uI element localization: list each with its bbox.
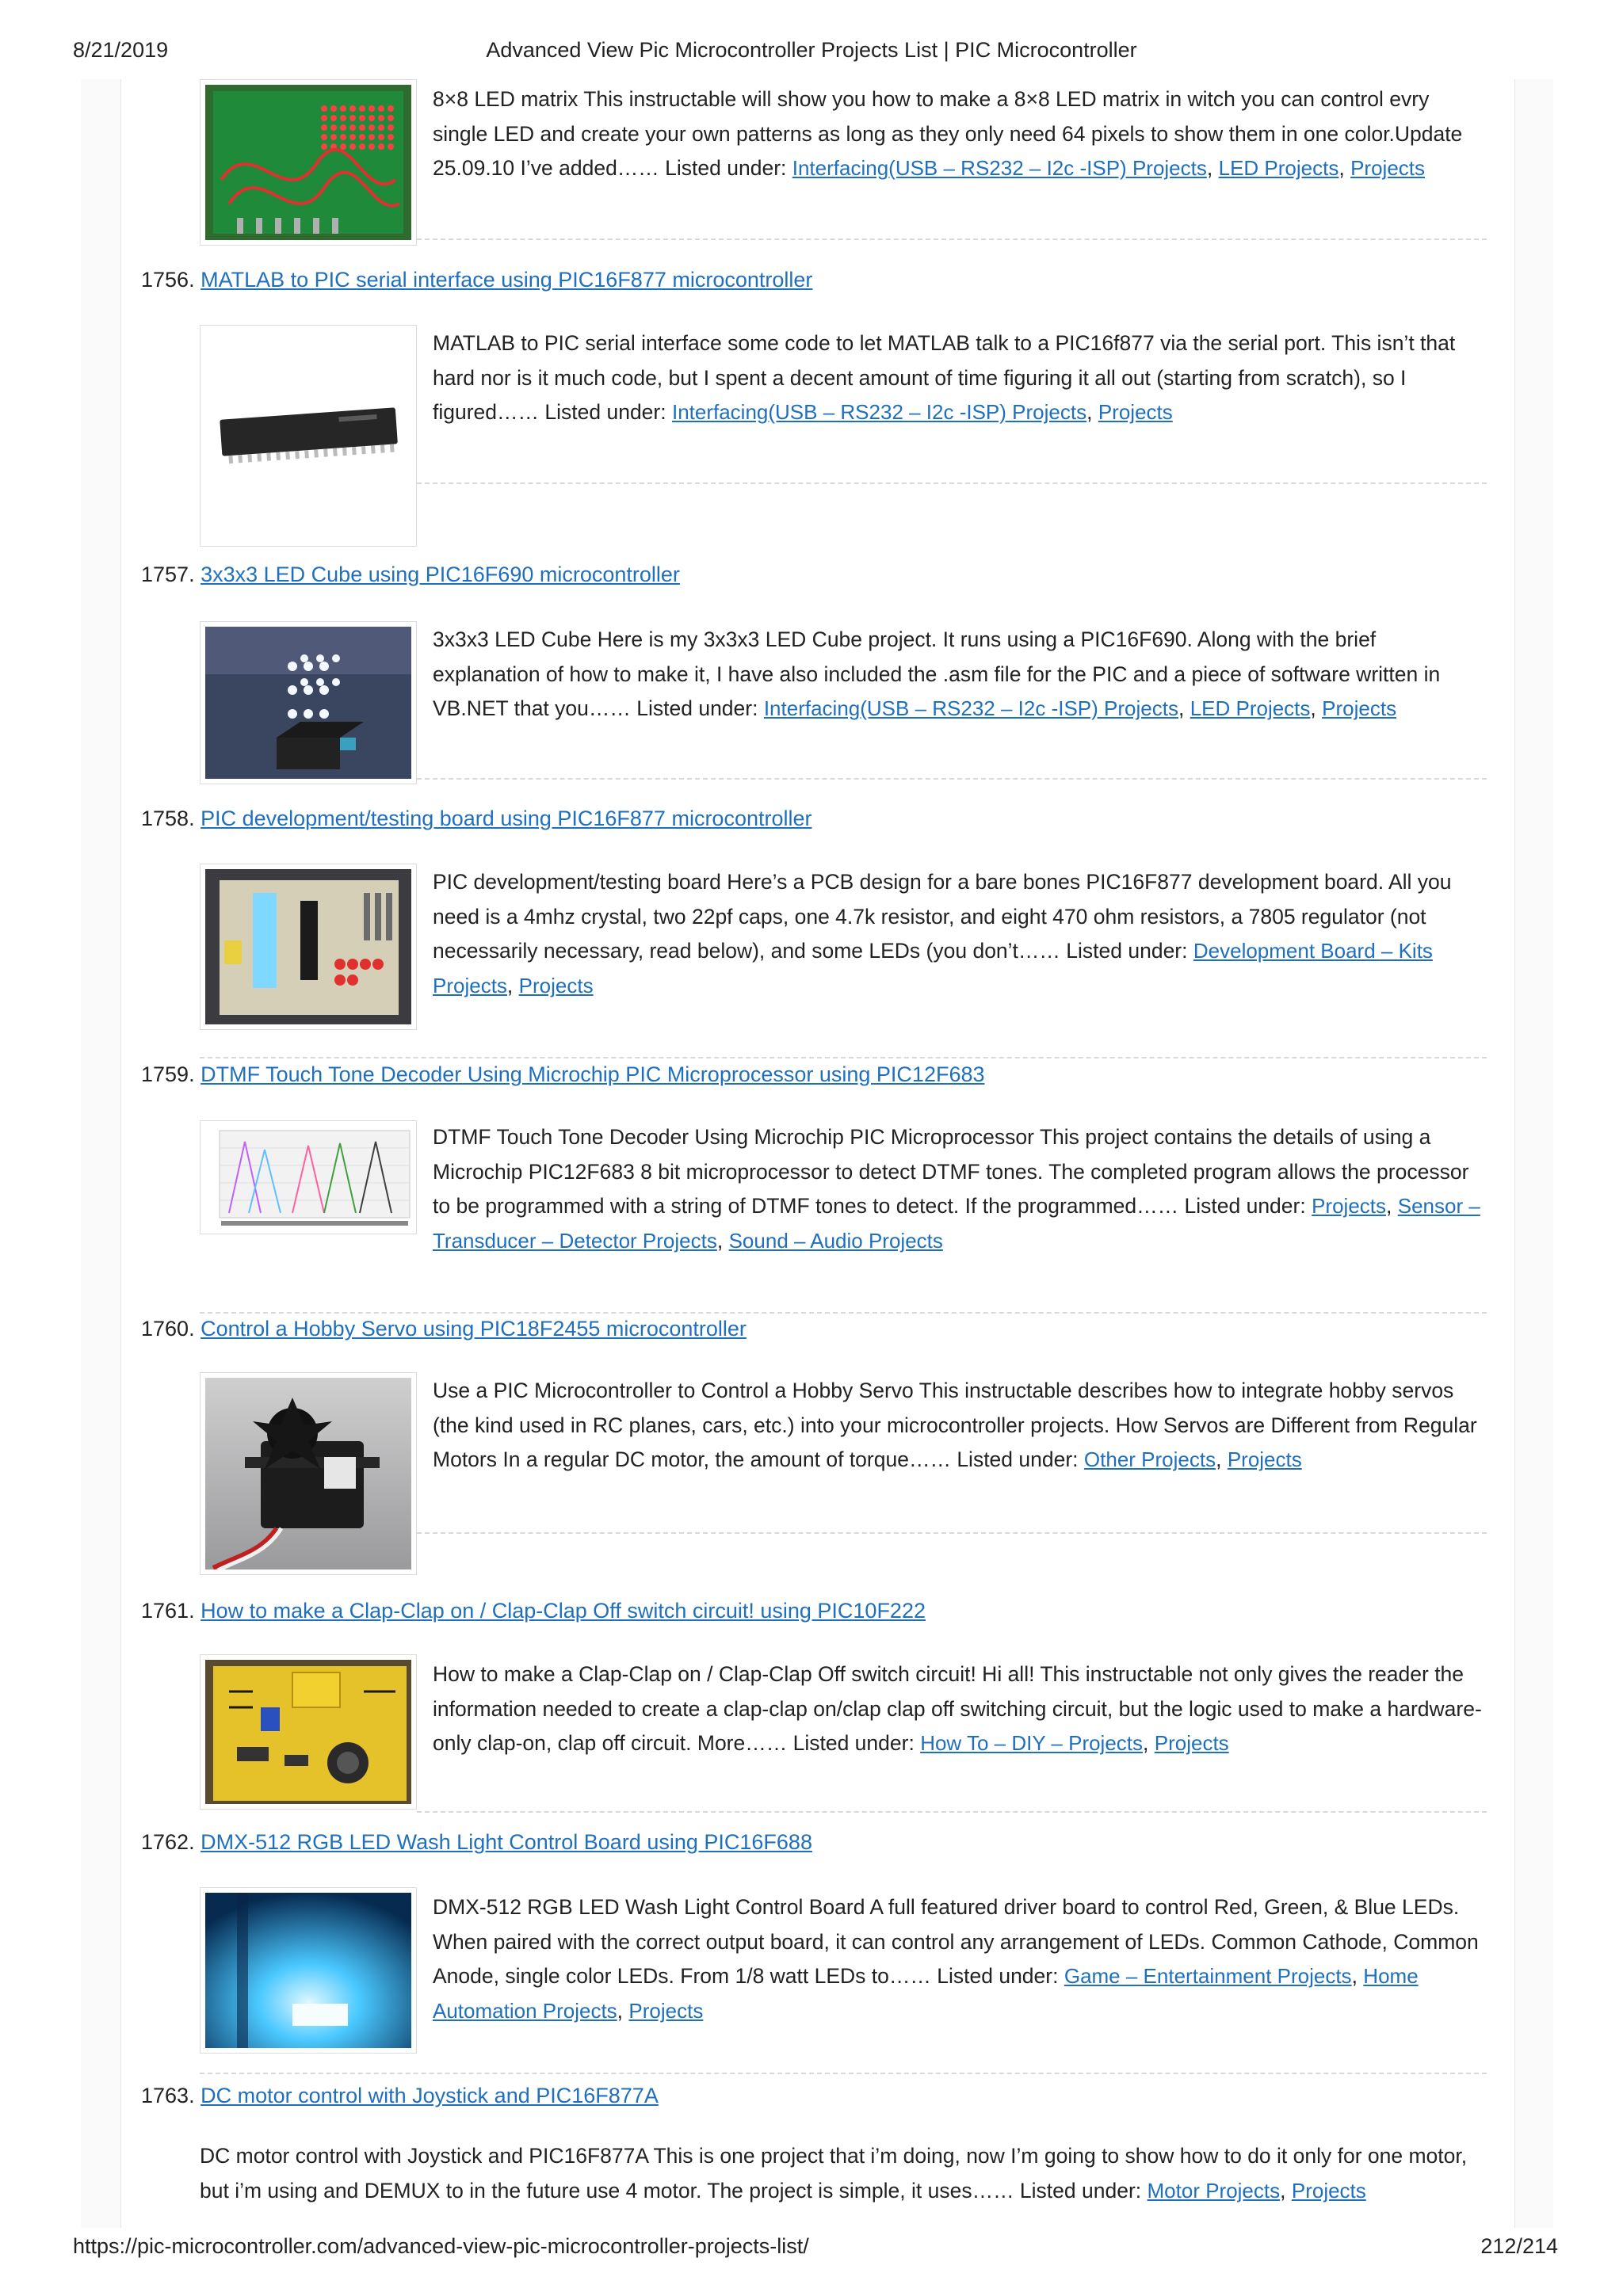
print-footer [0, 2234, 1623, 2266]
project-thumbnail[interactable] [200, 1372, 417, 1575]
entry-heading: 1763. DC motor control with Joystick and PIC16F877A [141, 2084, 659, 2107]
project-description: PIC development/testing board Here’s a PCB design for a bare bones PIC16F877 development board. All you need is a 4mhz crystal, two 22pf caps, one 4.7k resistor, and eight 470 ohm resistors, a 7805 regulator (not necessarily necessary, read below), and some LEDs (you don’t…… Listed under: Development Board – Kits Projects, Projects [433, 870, 1452, 997]
rgb-wash-light-image [205, 1893, 411, 2048]
category-link[interactable]: Development Board – Kits Projects [433, 939, 1433, 997]
project-thumbnail[interactable] [200, 1887, 417, 2054]
project-description: How to make a Clap-Clap on / Clap-Clap Off switch circuit! Hi all! This instructable not only gives the reader the information needed to create a clap-clap on/clap clap off switching circuit, but the logic used to make a hardware-only clap-on, clap off circuit. More…… Listed under: How To – DIY – Projects, Projects [433, 1662, 1482, 1755]
entry-title-link[interactable]: DTMF Touch Tone Decoder Using Microchip PIC Microprocessor using PIC12F683 [200, 1062, 985, 1086]
category-link[interactable]: Game – Entertainment Projects [1064, 1964, 1352, 1988]
print-page-title: Advanced View Pic Microcontroller Projects List | PIC Microcontroller [486, 38, 1137, 62]
category-link[interactable]: Home Automation Projects [433, 1964, 1419, 2023]
project-thumbnail[interactable] [200, 621, 417, 784]
entry-separator [417, 238, 1487, 240]
entry-title-link[interactable]: 3x3x3 LED Cube using PIC16F690 microcontroller [200, 563, 680, 586]
entry-title-link[interactable]: DC motor control with Joystick and PIC16F877A [200, 2084, 659, 2107]
entry-separator [417, 482, 1487, 484]
category-link[interactable]: Projects [628, 1998, 704, 2023]
category-link[interactable]: How To – DIY – Projects [920, 1731, 1144, 1755]
category-link[interactable]: Sensor – Transducer – Detector Projects [433, 1194, 1480, 1253]
project-thumbnail[interactable] [200, 864, 417, 1030]
led-cube-image [205, 627, 411, 779]
category-link[interactable]: Other Projects [1083, 1447, 1216, 1471]
print-header [0, 38, 1623, 70]
category-link[interactable]: LED Projects [1190, 696, 1311, 720]
entry-separator [417, 1811, 1487, 1813]
entry-separator [417, 1532, 1487, 1534]
project-thumbnail[interactable] [200, 1120, 417, 1234]
category-link[interactable]: Interfacing(USB – RS232 – I2c -ISP) Projects [671, 400, 1087, 424]
category-link[interactable]: Projects [1350, 156, 1425, 180]
project-description: DTMF Touch Tone Decoder Using Microchip PIC Microprocessor This project contains the details of using a Microchip PIC12F683 8 bit microprocessor to detect DTMF tones. The completed program allows the processor to be programmed with a string of DTMF tones to detect. If the programmed…… Listed under: Projects, Sensor – Transducer – Detector Projects, Sound – Audio Projects [433, 1125, 1480, 1253]
project-thumbnail[interactable] [200, 1654, 417, 1810]
dtmf-waveform-chart-image [205, 1126, 411, 1229]
entry-separator [200, 1057, 1487, 1058]
entry-title-link[interactable]: PIC development/testing board using PIC16F877 microcontroller [200, 807, 812, 830]
entry-title-link[interactable]: How to make a Clap-Clap on / Clap-Clap Off switch circuit! using PIC10F222 [200, 1599, 926, 1623]
entry-title-link[interactable]: Control a Hobby Servo using PIC18F2455 microcontroller [200, 1317, 747, 1341]
entry-separator [200, 1312, 1487, 1314]
page-counter: 212/214 [1480, 2234, 1558, 2258]
project-description: Use a PIC Microcontroller to Control a Hobby Servo This instructable describes how to integrate hobby servos (the kind used in RC planes, cars, etc.) into your microcontroller projects. How Servos are Different from Regular Motors In a regular DC motor, the amount of torque…… Listed under: Other Projects, Projects [433, 1379, 1477, 1471]
entry-heading: 1762. DMX-512 RGB LED Wash Light Control Board using PIC16F688 [141, 1830, 812, 1854]
entry-heading: 1756. MATLAB to PIC serial interface using PIC16F877 microcontroller [141, 268, 813, 292]
clap-switch-board-image [205, 1660, 411, 1804]
entry-separator [200, 2073, 1487, 2074]
category-link[interactable]: Projects [1098, 400, 1173, 424]
project-description: 3x3x3 LED Cube Here is my 3x3x3 LED Cube project. It runs using a PIC16F690. Along with the brief explanation of how to make it, I have also included the .asm file for the PIC and a piece of software written in VB.NET that you…… Listed under: Interfacing(USB – RS232 – I2c -ISP) Projects, LED Projects, Projects [433, 627, 1441, 720]
pic16f877-chip-image [205, 330, 411, 541]
hobby-servo-image [205, 1378, 411, 1569]
dev-board-image [205, 869, 411, 1024]
category-link[interactable]: Motor Projects [1147, 2178, 1281, 2203]
entry-title-link[interactable]: DMX-512 RGB LED Wash Light Control Board using PIC16F688 [200, 1830, 812, 1854]
entry-separator [417, 778, 1487, 780]
project-description: DC motor control with Joystick and PIC16F877A This is one project that i’m doing, now I’m going to show how to do it only for one motor, but i’m using and DEMUX to in the future use 4 motor. The project is simple, it uses…… Listed under: Motor Projects, Projects [200, 2144, 1468, 2203]
print-url: https://pic-microcontroller.com/advanced-view-pic-microcontroller-projects-list/ [73, 2234, 809, 2258]
project-thumbnail[interactable] [200, 325, 417, 547]
category-link[interactable]: Projects [1154, 1731, 1229, 1755]
category-link[interactable]: Projects [1227, 1447, 1302, 1471]
entry-heading: 1759. DTMF Touch Tone Decoder Using Microchip PIC Microprocessor using PIC12F683 [141, 1062, 985, 1086]
category-link[interactable]: Projects [518, 973, 594, 997]
project-thumbnail[interactable] [200, 79, 417, 246]
entry-heading: 1761. How to make a Clap-Clap on / Clap-Clap Off switch circuit! using PIC10F222 [141, 1599, 926, 1623]
category-link[interactable]: Sound – Audio Projects [728, 1228, 943, 1253]
category-link[interactable]: Projects [1291, 2178, 1366, 2203]
entry-heading: 1758. PIC development/testing board using PIC16F877 microcontroller [141, 807, 812, 830]
entry-heading: 1760. Control a Hobby Servo using PIC18F2455 microcontroller [141, 1317, 747, 1341]
category-link[interactable]: Projects [1322, 696, 1397, 720]
category-link[interactable]: LED Projects [1218, 156, 1339, 180]
led-matrix-board-image [205, 85, 411, 240]
print-date: 8/21/2019 [73, 38, 169, 62]
category-link[interactable]: Projects [1312, 1194, 1387, 1218]
project-description: DMX-512 RGB LED Wash Light Control Board A full featured driver board to control Red, Green, & Blue LEDs. When paired with the correct output board, it can control any arrangement of LEDs. Common Cathode, Common Anode, single color LEDs. From 1/8 watt LEDs to…… Listed under: Game – Entertainment Projects, Home Automation Projects, Projects [433, 1895, 1479, 2023]
project-description: MATLAB to PIC serial interface some code to let MATLAB talk to a PIC16f877 via the serial port. This isn’t that hard nor is it much code, but I spent a decent amount of time figuring it all out (starting from scratch), so I figured…… Listed under: Interfacing(USB – RS232 – I2c -ISP) Projects, Projects [433, 331, 1456, 424]
entry-title-link[interactable]: MATLAB to PIC serial interface using PIC16F877 microcontroller [200, 268, 813, 292]
project-description: 8×8 LED matrix This instructable will show you how to make a 8×8 LED matrix in witch you can control evry single LED and create your own patterns as long as they only need 64 pixels to show them in one color.Update 25.09.10 I’ve added…… Listed under: Interfacing(USB – RS232 – I2c -ISP) Projects, LED Projects, Projects [433, 87, 1463, 180]
entry-heading: 1757. 3x3x3 LED Cube using PIC16F690 microcontroller [141, 563, 680, 586]
category-link[interactable]: Interfacing(USB – RS232 – I2c -ISP) Projects [763, 696, 1178, 720]
category-link[interactable]: Interfacing(USB – RS232 – I2c -ISP) Projects [792, 156, 1207, 180]
